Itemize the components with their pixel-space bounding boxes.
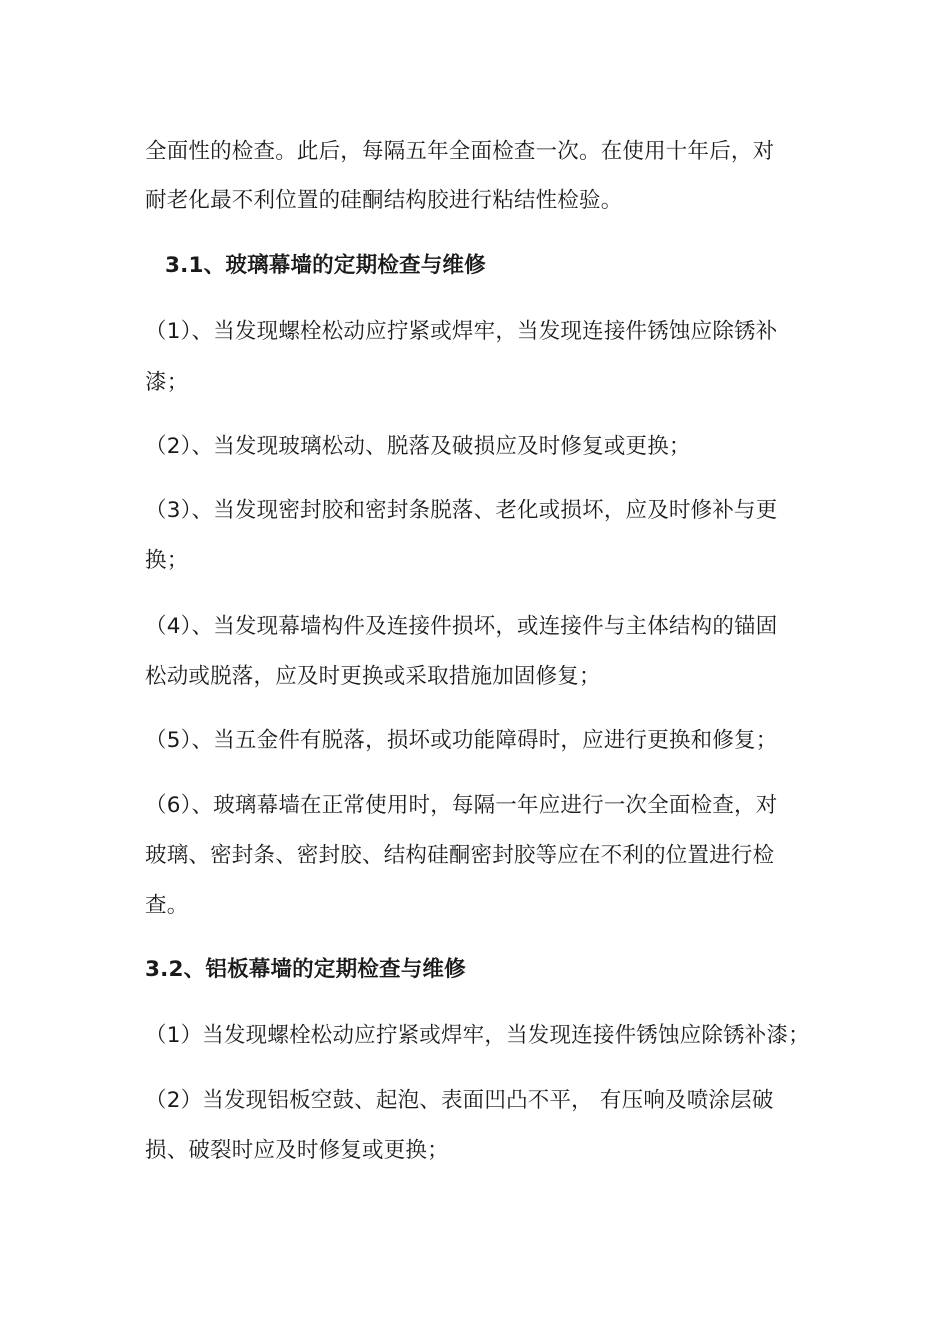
item-3-1-4-line-1: （4）、当发现幕墙构件及连接件损坏，或连接件与主体结构的锚固: [145, 614, 778, 639]
item-3-1-3-line-1: （3）、当发现密封胶和密封条脱落、老化或损坏，应及时修补与更: [145, 498, 778, 523]
item-3-1-2-line-1: （2）、当发现玻璃松动、脱落及破损应及时修复或更换；: [145, 434, 691, 459]
item-3-1-5-line-1: （5）、当五金件有脱落，损坏或功能障碍时，应进行更换和修复；: [145, 728, 778, 753]
section-3-2-heading: 3.2、铝板幕墙的定期检查与维修: [145, 957, 466, 982]
item-3-1-3-line-2: 换；: [145, 548, 189, 573]
item-3-1-6-line-3: 查。: [145, 893, 189, 918]
item-3-1-1-line-1: （1）、当发现螺栓松动应拧紧或焊牢，当发现连接件锈蚀应除锈补: [145, 319, 778, 344]
item-3-2-2-line-1: （2）当发现铝板空鼓、起泡、表面凹凸不平， 有压响及喷涂层破: [145, 1088, 774, 1113]
item-3-1-6-line-1: （6）、玻璃幕墙在正常使用时，每隔一年应进行一次全面检查，对: [145, 793, 778, 818]
item-3-1-4-line-2: 松动或脱落，应及时更换或采取措施加固修复；: [145, 664, 601, 689]
intro-line-2: 耐老化最不利位置的硅酮结构胶进行粘结性检验。: [145, 188, 623, 213]
intro-line-1: 全面性的检查。此后，每隔五年全面检查一次。在使用十年后，对: [145, 139, 775, 164]
item-3-2-1-line-1: （1）当发现螺栓松动应拧紧或焊牢，当发现连接件锈蚀应除锈补漆；: [145, 1023, 810, 1048]
item-3-1-1-line-2: 漆；: [145, 370, 189, 395]
section-3-1-heading: 3.1、玻璃幕墙的定期检查与维修: [165, 253, 486, 278]
item-3-2-2-line-2: 损、破裂时应及时修复或更换；: [145, 1138, 449, 1163]
item-3-1-6-line-2: 玻璃、密封条、密封胶、结构硅酮密封胶等应在不利的位置进行检: [145, 843, 775, 868]
